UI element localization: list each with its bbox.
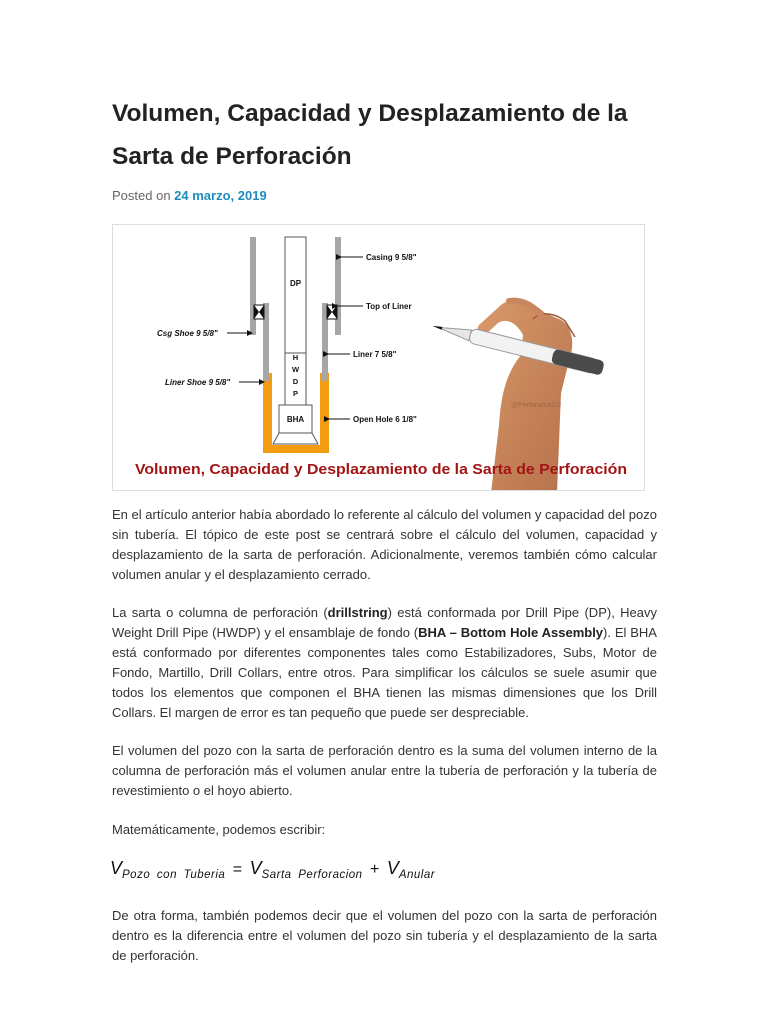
bold-term-drillstring: drillstring (327, 605, 388, 620)
paragraph-math-intro: Matemáticamente, podemos escribir: (112, 822, 326, 837)
formula-plus: + (370, 861, 380, 878)
liner-shoe-label: Liner Shoe 9 5/8" (165, 378, 231, 387)
paragraph-text: ). El BHA está conformado por diferentes componentes tales como Estabilizadores, Subs, Motor de Fondo, Martillo, Drill Collars, entre otros. Para simplificar los cálculos se suele asumir que todos los elementos que componen el BHA tienen las mismas dimensiones que los Drill Collars. El margen de error es tan pequeño que puede ser despreciable. (112, 625, 657, 720)
formula-subscript-sarta: Sarta Perforacion (261, 869, 363, 881)
hwdp-letter-w: W (291, 365, 300, 374)
formula-variable: V (249, 858, 262, 878)
figure-caption: Volumen, Capacidad y Desplazamiento de la Sarta de Perforación (135, 461, 627, 478)
drill-pipe (285, 237, 306, 353)
paragraph-well-volume: El volumen del pozo con la sarta de perforación dentro es la suma del volumen interno de la columna de perforación más el volumen anular entre la tubería de perforación y la tubería de revestimiento o el hoyo abierto. (112, 743, 657, 798)
formula-variable: V (110, 858, 123, 878)
casing-wall-right (335, 237, 341, 335)
watermark: @Perforador2.0 (511, 402, 561, 409)
formula-subscript-anular: Anular (398, 869, 436, 881)
paragraph-drillstring (112, 603, 657, 723)
page-title: Volumen, Capacidad y Desplazamiento de la Sarta de Perforación (112, 100, 628, 170)
paragraph-text: La sarta o columna de perforación ( (112, 605, 328, 620)
paragraph-alternative: De otra forma, también podemos decir que el volumen del pozo con la sarta de perforación dentro es la diferencia entre el volumen del pozo sin tubería y el desplazamiento de la sarta de perforación. (112, 908, 657, 963)
dp-label: DP (289, 279, 302, 288)
paragraph-text: ) está conformada por Drill Pipe (DP), Heavy Weight Drill Pipe (HWDP) y el ensamblaje de fondo ( (112, 605, 657, 640)
open-hole-label: Open Hole 6 1/8" (353, 415, 417, 424)
bha-label: BHA (286, 415, 305, 424)
post-date-link[interactable]: 24 marzo, 2019 (174, 188, 267, 203)
liner-label: Liner 7 5/8" (353, 350, 397, 359)
wellbore-diagram (113, 225, 645, 491)
hwdp-letter-h: H (292, 353, 299, 362)
paragraph-intro: En el artículo anterior había abordado lo referente al cálculo del volumen y capacidad del pozo sin tubería. El tópico de este post se centrará sobre el cálculo del volumen, capacidad y desplazamiento de la sarta de perforación. Adicionalmente, veremos también cómo calcular volumen anular y el desplazamiento cerrado. (112, 507, 657, 582)
post-meta (112, 187, 267, 205)
bold-term-bha: BHA – Bottom Hole Assembly (418, 625, 604, 640)
article-figure (112, 224, 645, 491)
top-of-liner-label: Top of Liner (366, 302, 412, 311)
liner-hanger-right (327, 305, 337, 319)
hwdp-letter-p: P (292, 389, 299, 398)
liner-hanger-left (254, 305, 264, 319)
drill-bit (273, 433, 318, 444)
formula-equals: = (232, 861, 243, 878)
posted-on-label: Posted on (112, 188, 171, 203)
casing-label: Casing 9 5/8" (366, 253, 417, 262)
hwdp-letter-d: D (292, 377, 299, 386)
formula-subscript-pozo: Pozo con Tuberia (122, 869, 226, 881)
csg-shoe-label: Csg Shoe 9 5/8" (157, 329, 218, 338)
volume-formula (110, 858, 435, 881)
casing-wall-left (250, 237, 256, 335)
formula-variable: V (386, 858, 399, 878)
